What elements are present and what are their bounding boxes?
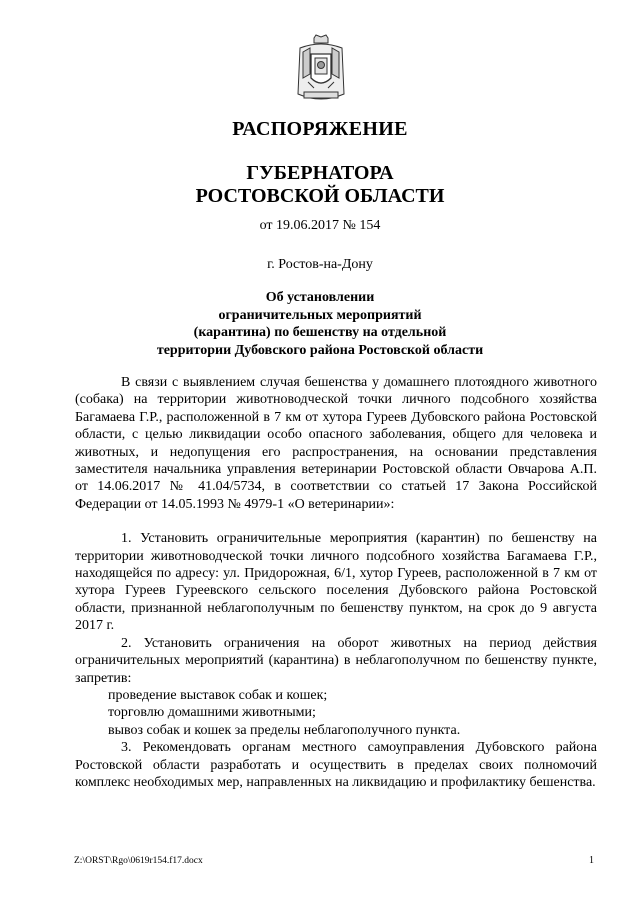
document-type-title: РАСПОРЯЖЕНИЕ <box>232 118 408 140</box>
footer-file-path: Z:\ORST\Rgo\0619r154.f17.docx <box>74 856 203 866</box>
issuer-title <box>0 162 640 208</box>
item-2-paragraph: 2. Установить ограничения на оборот животных на период действия ограничительных мероприятий (карантина) в неблагополучном по бешенству пункте, запретив: <box>75 635 597 686</box>
item-2-list-item: торговлю домашними животными; <box>108 705 316 721</box>
item-2-list-item: проведение выставок собак и кошек; <box>108 687 328 703</box>
coat-of-arms-icon <box>294 34 348 106</box>
item-3-paragraph: 3. Рекомендовать органам местного самоуправления Дубовского района Ростовской области разработать и осуществить в пределах своих полномочий комплекс необходимых мер, направленных на ликвидацию и профилактику бешенства. <box>75 740 597 790</box>
subject-line: территории Дубовского района Ростовской области <box>156 342 484 358</box>
document-city: г. Ростов-на-Дону <box>267 257 373 272</box>
document-subject <box>0 289 640 359</box>
document-date-number: от 19.06.2017 № 154 <box>259 218 381 233</box>
document-body <box>75 374 597 791</box>
item-2-list-item: вывоз собак и кошек за пределы неблагополучного пункта. <box>108 722 461 738</box>
subject-line: ограничительных мероприятий <box>218 307 422 323</box>
subject-line: Об установлении <box>265 290 375 305</box>
issuer-line: ГУБЕРНАТОРА <box>246 162 394 184</box>
issuer-line: РОСТОВСКОЙ ОБЛАСТИ <box>195 185 445 207</box>
item-1-paragraph: 1. Установить ограничительные мероприятия (карантин) по бешенству на территории животноводческой точки личного подсобного хозяйства Багамаева Г.Р., находящейся по адресу: ул. Придорожная, 6/1, хутор Гуреев, расположенной в 7 км от хутора Гуреев Гуреевского сельского поселения Дубовского района Ростовской области, признанной неблагополучным по бешенству пунктом, на срок до 9 августа 2017 г. <box>75 531 597 634</box>
subject-line: (карантина) по бешенству на отдельной <box>193 325 447 340</box>
preamble-paragraph: В связи с выявлением случая бешенства у домашнего плотоядного животного (собака) на территории животноводческой точки личного подсобного хозяйства Багамаева Г.Р., расположенной в 7 км от хутора Гуреев Дубовского района Ростовской области, с целью ликвидации особо опасного заболевания, общего для человека и животных, и недопущения его распространения, на основании представления заместителя начальника управления ветеринарии Ростовской области Овчарова А.П. от 14.06.2017 № 41.04/5734, в соответствии со статьей 17 Закона Российской Федерации от 14.05.1993 № 4979-1 «О ветеринарии»: <box>75 375 597 512</box>
page-number: 1 <box>589 855 594 866</box>
